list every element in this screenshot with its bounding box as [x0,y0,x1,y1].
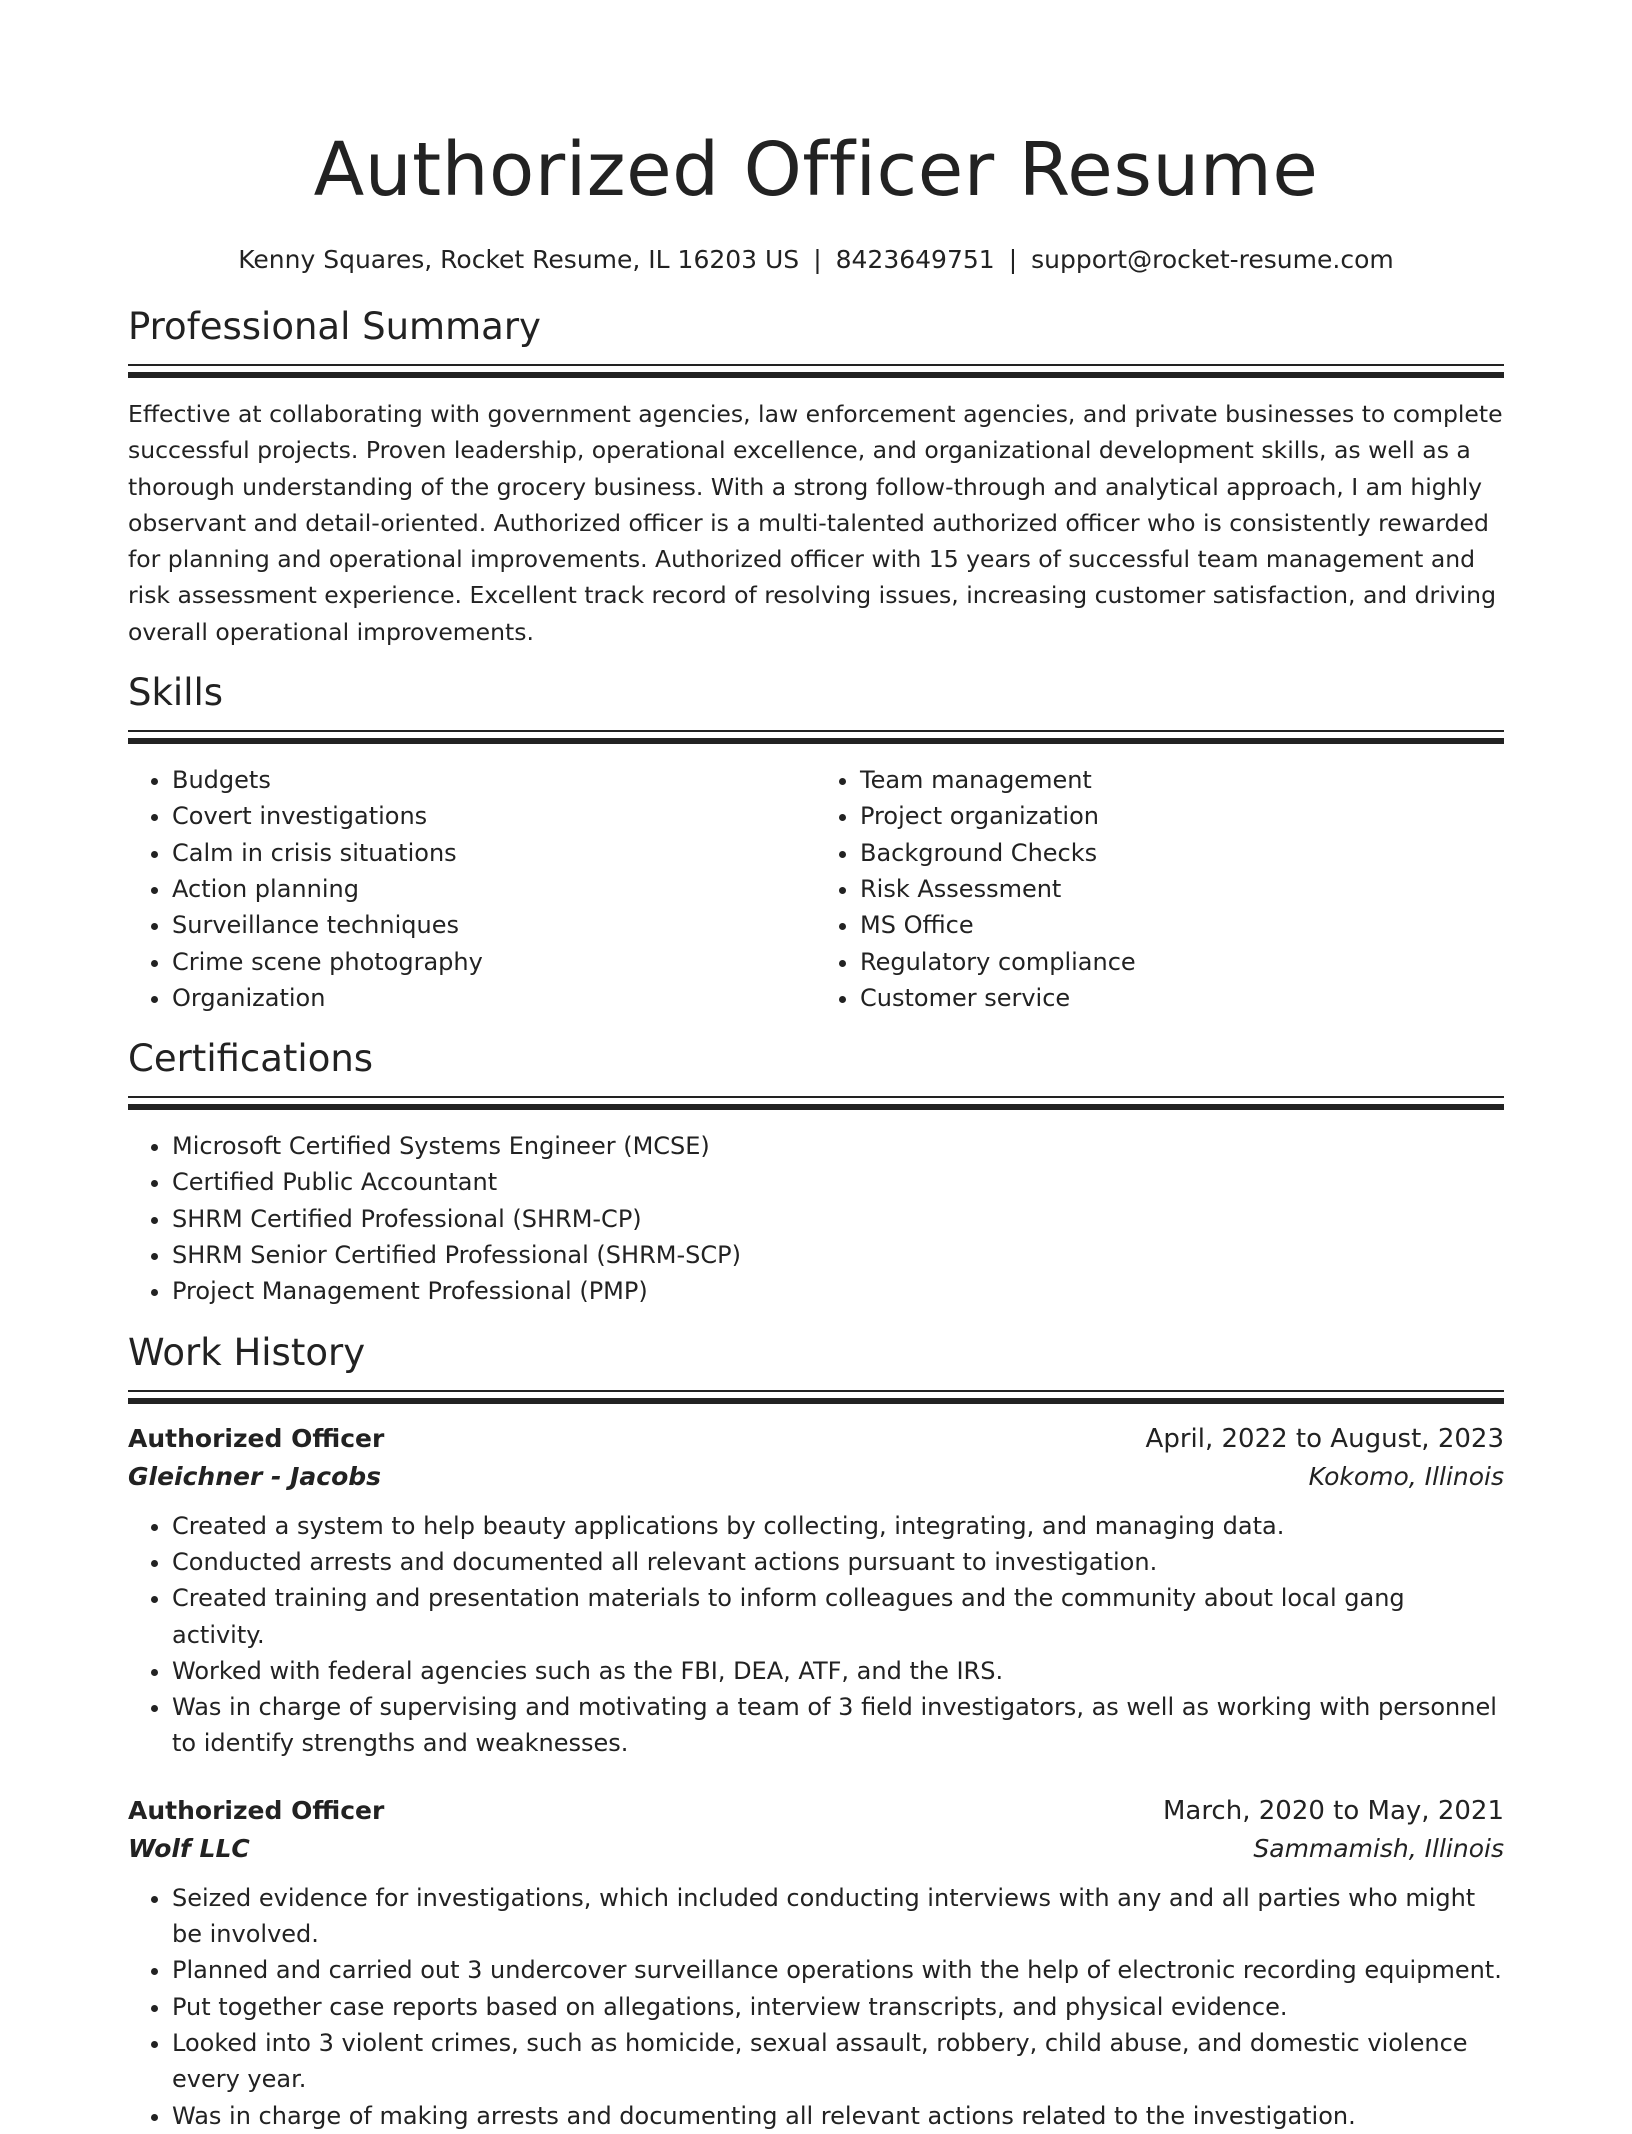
skill-item: • Team management [860,762,1504,798]
work-history-section [128,1328,1504,2134]
job-duty-item: • Looked into 3 violent crimes, such as homicide, sexual assault, robbery, child abuse, and domestic violence every year. [172,2025,1504,2098]
job-title: Authorized Officer [128,1795,385,1825]
skill-item: • Crime scene photography [172,944,816,980]
summary-heading: Professional Summary [128,305,541,348]
document-title: Authorized Officer Resume [313,127,1319,213]
job-entry [128,1792,1504,2134]
section-divider [128,1096,1504,1110]
skill-item: • Regulatory compliance [860,944,1504,980]
section-divider [128,730,1504,744]
work-history-heading: Work History [128,1330,366,1374]
job-location: Kokomo, Illinois [1308,1461,1504,1491]
job-duty-item: • Planned and carried out 3 undercover surveillance operations with the help of electronic recording equipment. [172,1952,1504,1988]
contact-line [128,242,1504,278]
certifications-heading: Certifications [128,1037,374,1081]
skills-heading: Skills [128,671,224,715]
job-duty-item: • Worked with federal agencies such as the FBI, DEA, ATF, and the IRS. [172,1653,1504,1689]
skills-section [128,668,1504,1016]
skills-grid [128,762,1504,1016]
job-location: Sammamish, Illinois [1253,1833,1504,1863]
certifications-list [128,1128,1504,1309]
certification-item: • Microsoft Certified Systems Engineer (MCSE) [172,1128,1504,1164]
certification-item: • SHRM Certified Professional (SHRM-CP) [172,1201,1504,1237]
job-duties-list [128,1508,1504,1762]
skill-item: • Risk Assessment [860,871,1504,907]
job-duty-item: • Was in charge of supervising and motivating a team of 3 field investigators, as well as working with personnel to identify strengths and weaknesses. [172,1689,1504,1762]
job-company-row [128,1458,1504,1496]
job-title: Authorized Officer [128,1423,385,1453]
skill-item: • Calm in crisis situations [172,835,816,871]
contact-email: support@rocket-resume.com [1031,245,1394,274]
job-duty-item: • Created a system to help beauty applications by collecting, integrating, and managing data. [172,1508,1504,1544]
skills-list-right [816,762,1504,1016]
job-dates: March, 2020 to May, 2021 [1162,1795,1504,1826]
contact-separator: | [1008,245,1018,274]
skill-item: • Customer service [860,980,1504,1016]
job-header-row [128,1420,1504,1458]
job-duty-item: • Conducted arrests and documented all relevant actions pursuant to investigation. [172,1544,1504,1580]
job-company-row [128,1830,1504,1868]
skill-item: • MS Office [860,907,1504,943]
job-duty-item: • Created training and presentation materials to inform colleagues and the community about local gang activity. [172,1580,1504,1653]
job-entry [128,1420,1504,1762]
summary-text: Effective at collaborating with government agencies, law enforcement agencies, and private businesses to complete successful projects. Proven leadership, operational excellence, and organizational development skills, as well as a thorough understanding of the grocery business. With a strong follow-through and analytical approach, I am highly observant and detail-oriented. Authorized officer is a multi-talented authorized officer who is consistently rewarded for planning and operational improvements. Authorized officer with 15 years of successful team management and risk assessment experience. Excellent track record of resolving issues, increasing customer satisfaction, and driving overall operational improvements. [128,400,1503,646]
skill-item: • Background Checks [860,835,1504,871]
job-duty-item: • Was in charge of making arrests and documenting all relevant actions related to the investigation. [172,2098,1504,2134]
job-company: Gleichner - Jacobs [128,1461,382,1491]
certification-item: • Certified Public Accountant [172,1164,1504,1200]
summary-section [128,302,1504,650]
job-header-row [128,1792,1504,1830]
job-duties-list [128,1880,1504,2134]
section-divider [128,364,1504,378]
skill-item: • Organization [172,980,816,1016]
skill-item: • Action planning [172,871,816,907]
contact-address: Kenny Squares, Rocket Resume, IL 16203 US [238,245,800,274]
certification-item: • SHRM Senior Certified Professional (SHRM-SCP) [172,1237,1504,1273]
skill-item: • Covert investigations [172,798,816,834]
job-dates: April, 2022 to August, 2023 [1145,1423,1504,1454]
skill-item: • Budgets [172,762,816,798]
job-company: Wolf LLC [128,1833,250,1863]
job-duty-item: • Put together case reports based on allegations, interview transcripts, and physical evidence. [172,1989,1504,2025]
job-duty-item: • Seized evidence for investigations, which included conducting interviews with any and all parties who might be involved. [172,1880,1504,1953]
contact-phone: 8423649751 [835,245,995,274]
contact-separator: | [813,245,822,274]
section-divider [128,1390,1504,1404]
skills-list-left [128,762,816,1016]
skill-item: • Project organization [860,798,1504,834]
skill-item: • Surveillance techniques [172,907,816,943]
certifications-section [128,1034,1504,1309]
certification-item: • Project Management Professional (PMP) [172,1273,1504,1309]
